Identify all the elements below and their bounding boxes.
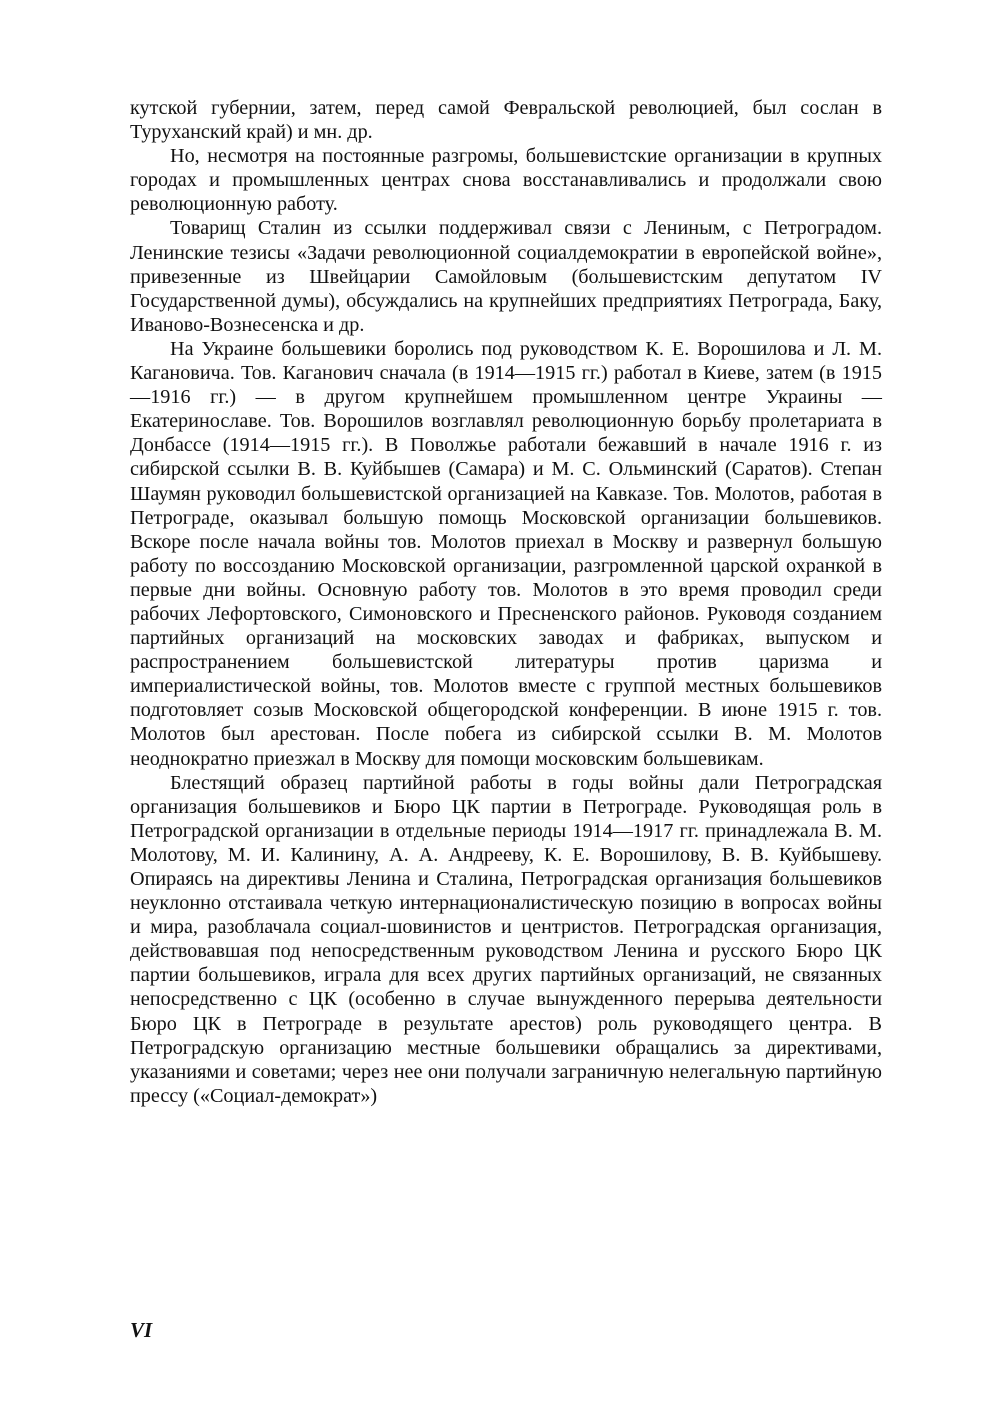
paragraph-3: Товарищ Сталин из ссылки поддерживал связи с Лениным, с Петроградом. Ленинские тезисы «Задачи революционной социалдемократии в европейской войне», привезенные из Швейцарии Самойловым (большевистским депутатом IV Государственной думы), обсуждались на крупнейших предприятиях Петрограда, Баку, Иваново-Вознесенска и др. (130, 217, 882, 336)
page-number: VI (130, 1318, 153, 1342)
body-text (130, 96, 882, 1108)
paragraph-1: кутской губернии, затем, перед самой Февральской революцией, был сослан в Туруханский край) и мн. др. (130, 97, 882, 144)
paragraph-4: На Украине большевики боролись под руководством К. Е. Ворошилова и Л. М. Кагановича. Тов. Каганович сначала (в 1914—1915 гг.) работал в Киеве, затем (в 1915—1916 гг.) — в другом крупнейшем промышленном центре Украины — Екатеринославе. Тов. Ворошилов возглавлял революционную борьбу пролетариата в Донбассе (1914—1915 гг.). В Поволжье работали бежавший в начале 1916 г. из сибирской ссылки В. В. Куйбышев (Самара) и М. С. Ольминский (Саратов). Степан Шаумян руководил большевистской организацией на Кавказе. Тов. Молотов, работая в Петрограде, оказывал большую помощь Московской организации большевиков. Вскоре после начала войны тов. Молотов приехал в Москву и развернул большую работу по воссозданию Московской организации, разгромленной царской охранкой в первые дни войны. Основную работу тов. Молотов в это время проводил среди рабочих Лефортовского, Симоновского и Пресненского районов. Руководя созданием партийных организаций на московских заводах и фабриках, выпуском и распространением большевистской литературы против царизма и империалистической войны, тов. Молотов вместе с группой местных большевиков подготовляет созыв Московской общегородской конференции. В июне 1915 г. тов. Молотов был арестован. После побега из сибирской ссылки В. М. Молотов неоднократно приезжал в Москву для помощи московским большевикам. (130, 337, 882, 770)
paragraph-2: Но, несмотря на постоянные разгромы, большевистские организации в крупных городах и промышленных центрах снова восстанавливались и продолжали свою революционную работу. (130, 145, 882, 216)
paragraph-5: Блестящий образец партийной работы в годы войны дали Петроградская организация большевиков и Бюро ЦК партии в Петрограде. Руководящая роль в Петроградской организации в отдельные периоды 1914—1917 гг. принадлежала В. М. Молотову, М. И. Калинину, А. А. Андрееву, К. Е. Ворошилову, В. В. Куйбышеву. Опираясь на директивы Ленина и Сталина, Петроградская организация большевиков неуклонно отстаивала четкую интернационалистическую позицию в вопросах войны и мира, разоблачала социал-шовинистов и центристов. Петроградская организация, действовавшая под непосредственным руководством Ленина и русского Бюро ЦК партии большевиков, играла для всех других партийных организаций, не связанных непосредственно с ЦК (особенно в случае вынужденного перерыва деятельности Бюро ЦК в Петрограде в результате арестов) роль руководящего центра. В Петроградскую организацию местные большевики обращались за директивами, указаниями и советами; через нее они получали заграничную нелегальную партийную прессу («Социал-демократ») (130, 771, 882, 1107)
